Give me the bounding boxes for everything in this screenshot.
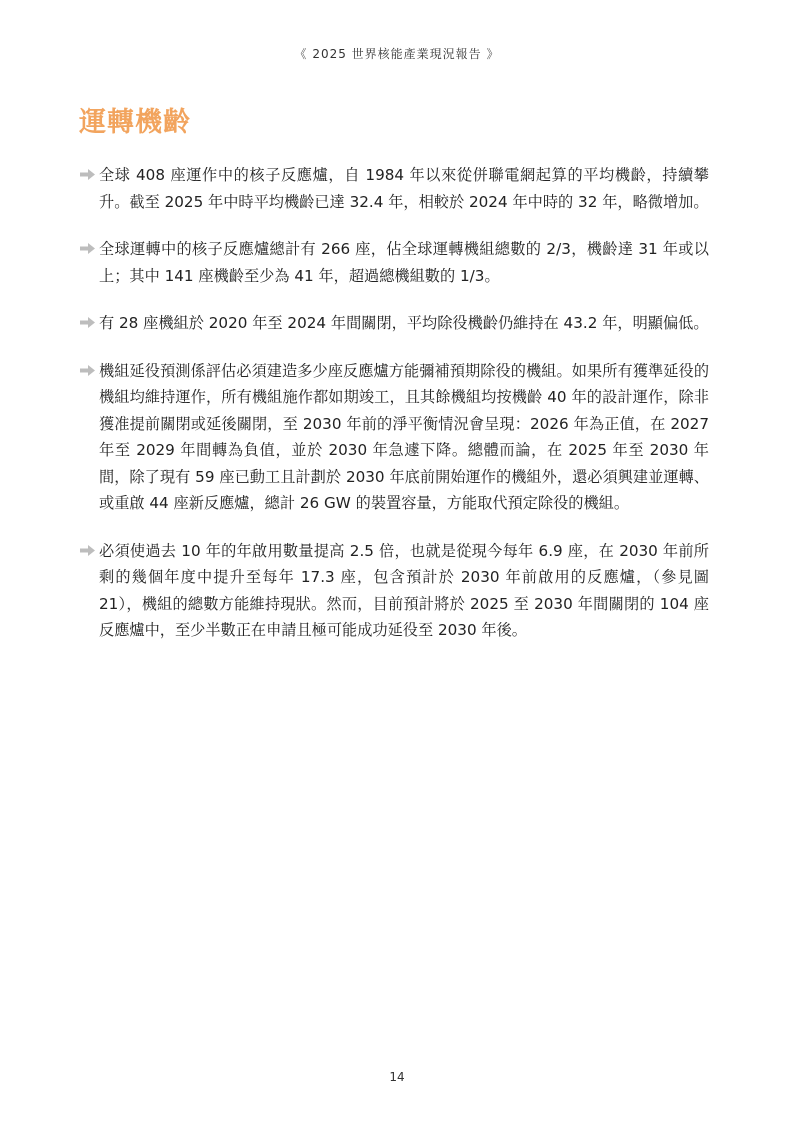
- arrow-right-icon: [79, 168, 96, 181]
- bullet-text: 全球 408 座運作中的核子反應爐，自 1984 年以來從併聯電網起算的平均機齡，持續攀升。截至 2025 年中時平均機齡已達 32.4 年，相較於 2024 年中時的 32 年，略微增加。: [99, 166, 709, 211]
- list-item: [79, 310, 709, 337]
- section-title: 運轉機齡: [79, 107, 191, 138]
- list-item: [79, 538, 709, 644]
- running-header: 《 2025 世界核能產業現況報告 》: [294, 47, 500, 61]
- arrow-right-icon: [79, 544, 96, 557]
- arrow-right-icon: [79, 242, 96, 255]
- list-item: [79, 162, 709, 215]
- arrow-right-icon: [79, 364, 96, 377]
- list-item: [79, 358, 709, 517]
- list-item: [79, 236, 709, 289]
- bullet-list: [79, 162, 709, 665]
- arrow-right-icon: [79, 316, 96, 329]
- bullet-text: 必須使過去 10 年的年啟用數量提高 2.5 倍，也就是從現今每年 6.9 座，在 2030 年前所剩的幾個年度中提升至每年 17.3 座，包含預計於 2030 年前啟用的反應爐，（參見圖 21），機組的總數方能維持現狀。然而，目前預計將於 2025 至 2030 年間關閉的 104 座反應爐中，至少半數正在申請且極可能成功延役至 2030 年後。: [99, 541, 709, 639]
- bullet-text: 有 28 座機組於 2020 年至 2024 年間關閉，平均除役機齡仍維持在 43.2 年，明顯偏低。: [99, 314, 709, 332]
- bullet-text: 全球運轉中的核子反應爐總計有 266 座，佔全球運轉機組總數的 2/3，機齡達 31 年或以上；其中 141 座機齡至少為 41 年，超過總機組數的 1/3。: [99, 240, 709, 285]
- bullet-text: 機組延役預測係評估必須建造多少座反應爐方能彌補預期除役的機組。如果所有獲準延役的機組均維持運作，所有機組施作都如期竣工，且其餘機組均按機齡 40 年的設計運作，除非獲准提前關閉或延後關閉，至 2030 年前的淨平衡情況會呈現：2026 年為正值，在 2027 年至 2029 年間轉為負值，並於 2030 年急遽下降。總體而論，在 2025 年至 2030 年間，除了現有 59 座已動工且計劃於 2030 年底前開始運作的機組外，還必須興建並運轉、或重啟 44 座新反應爐，總計 26 GW 的裝置容量，方能取代預定除役的機組。: [99, 361, 709, 512]
- page-number: 14: [389, 1070, 405, 1084]
